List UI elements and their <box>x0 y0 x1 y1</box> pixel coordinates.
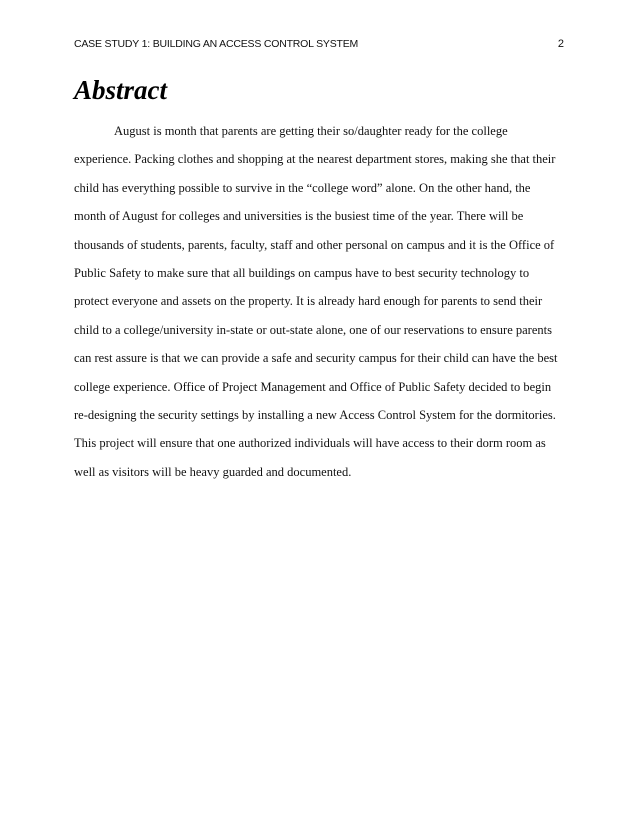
abstract-heading: Abstract <box>74 75 168 105</box>
abstract-line: can rest assure is that we can provide a safe and security campus for their child can have the best <box>74 351 558 366</box>
abstract-line: month of August for colleges and universities is the busiest time of the year. There will be <box>74 209 524 224</box>
abstract-line: protect everyone and assets on the property. It is already hard enough for parents to send their <box>74 294 543 309</box>
abstract-line: well as visitors will be heavy guarded and documented. <box>74 464 352 479</box>
abstract-line: thousands of students, parents, faculty, staff and other personal on campus and it is the Office of <box>74 237 555 252</box>
abstract-line: This project will ensure that one authorized individuals will have access to their dorm room as <box>74 436 546 451</box>
abstract-line: August is month that parents are getting their so/daughter ready for the college <box>114 124 508 138</box>
abstract-body <box>74 117 570 486</box>
abstract-line: re-designing the security settings by installing a new Access Control System for the dormitories. <box>74 407 556 422</box>
abstract-line: experience. Packing clothes and shopping at the nearest department stores, making she that their <box>74 152 556 167</box>
page-number: 2 <box>557 38 564 50</box>
running-head: CASE STUDY 1: BUILDING AN ACCESS CONTROL SYSTEM <box>74 38 359 50</box>
abstract-line: college experience. Office of Project Management and Office of Public Safety decided to begin <box>74 379 552 394</box>
abstract-line: child to a college/university in-state or out-state alone, one of our reservations to ensure parents <box>74 322 552 337</box>
abstract-line: child has everything possible to survive in the “college word” alone. On the other hand, the <box>74 180 531 195</box>
abstract-line: Public Safety to make sure that all buildings on campus have to best security technology to <box>74 265 530 280</box>
